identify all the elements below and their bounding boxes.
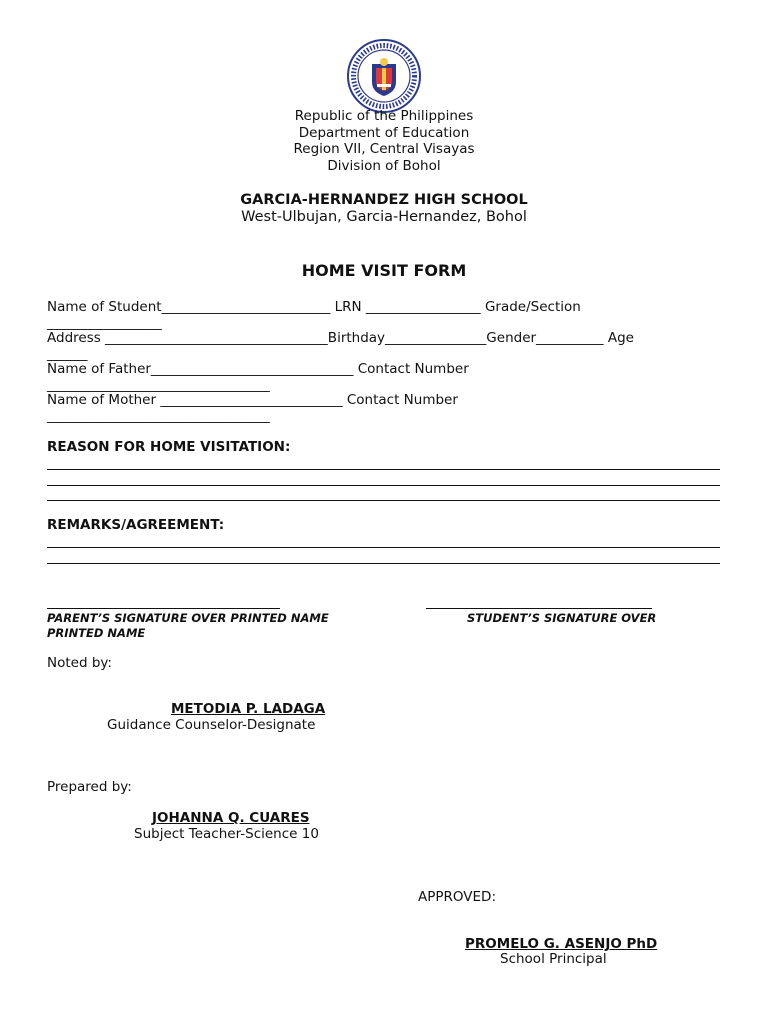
parent-signature-label: PARENT’S SIGNATURE OVER PRINTED NAME <box>47 611 329 625</box>
school-name: GARCIA-HERNANDEZ HIGH SCHOOL <box>240 192 528 208</box>
prepared-by-title: Subject Teacher-Science 10 <box>134 826 319 842</box>
parent-signature-line <box>47 608 280 609</box>
grade-section-blank: _________________ <box>47 315 162 331</box>
father-name-field: Name of Father______________________________ Contact Number <box>47 361 469 377</box>
father-contact-blank: _________________________________ <box>47 377 270 393</box>
reason-line <box>47 500 720 501</box>
approved-name: PROMELO G. ASENJO PhD <box>465 936 658 952</box>
student-signature-label: STUDENT’S SIGNATURE OVER <box>467 611 657 625</box>
header-line-region: Region VII, Central Visayas <box>293 141 475 157</box>
approved-label: APPROVED: <box>418 889 496 905</box>
header-line-republic: Republic of the Philippines <box>294 108 474 124</box>
reason-heading: REASON FOR HOME VISITATION: <box>47 439 291 455</box>
student-name-field: Name of Student_________________________ LRN _________________ Grade/Section <box>47 299 581 315</box>
prepared-by-name: JOHANNA Q. CUARES <box>152 810 310 826</box>
remarks-line <box>47 547 720 548</box>
age-blank: ______ <box>47 346 88 362</box>
form-title: HOME VISIT FORM <box>301 261 467 280</box>
header-line-division: Division of Bohol <box>327 158 441 174</box>
reason-line <box>47 469 720 470</box>
mother-name-field: Name of Mother ___________________________ Contact Number <box>47 392 458 408</box>
school-address: West-Ulbujan, Garcia-Hernandez, Bohol <box>241 209 527 225</box>
noted-by-name: METODIA P. LADAGA <box>171 701 326 717</box>
remarks-heading: REMARKS/AGREEMENT: <box>47 517 225 533</box>
mother-contact-blank: _________________________________ <box>47 408 270 424</box>
header-line-department: Department of Education <box>298 125 470 141</box>
noted-by-title: Guidance Counselor-Designate <box>107 717 316 733</box>
reason-line <box>47 485 720 486</box>
printed-name-label: PRINTED NAME <box>47 626 146 640</box>
noted-by-label: Noted by: <box>47 655 112 671</box>
student-signature-line <box>426 608 652 609</box>
prepared-by-label: Prepared by: <box>47 779 132 795</box>
deped-seal-icon <box>346 38 422 114</box>
remarks-line <box>47 563 720 564</box>
address-field: Address _________________________________Birthday_______________Gender__________ Age <box>47 330 634 346</box>
approved-title: School Principal <box>500 951 607 967</box>
